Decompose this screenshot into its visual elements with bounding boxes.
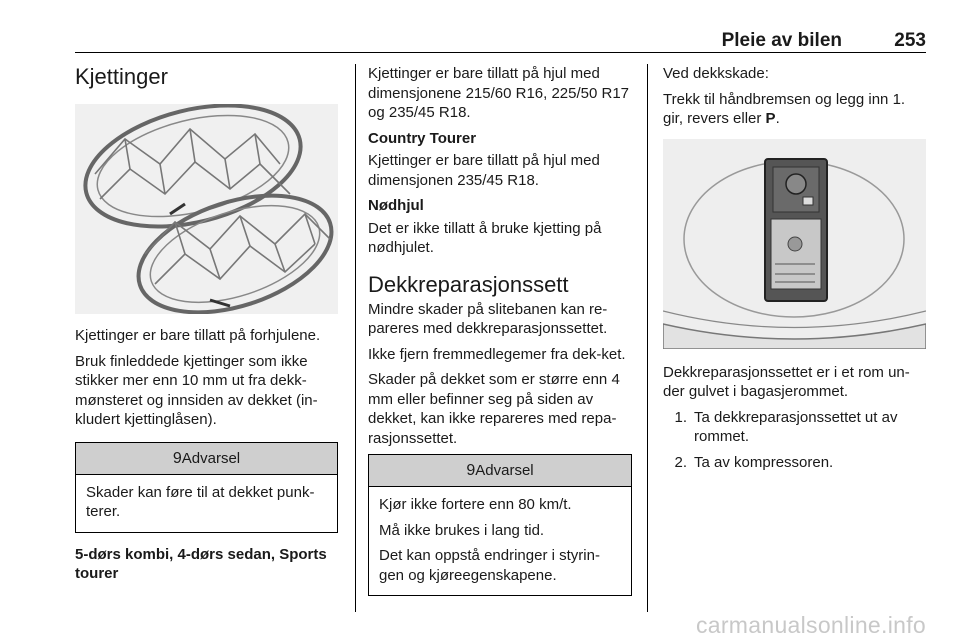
text: Trekk til håndbremsen og legg inn 1. gir, revers eller: [663, 90, 906, 127]
warning-box: [368, 454, 632, 596]
warning-title: Advarsel: [475, 462, 534, 479]
paragraph: Bruk finleddede kjettinger som ikke stikker mer enn 10 mm ut fra dekk-mønsteret og innsiden av dekket (in-kludert kjettinglåsen).: [75, 352, 318, 428]
header-rule: [75, 52, 926, 53]
list-item: [663, 408, 926, 447]
warning-icon: 9: [172, 449, 182, 467]
warning-text: Skader kan føre til at dekket punk-terer.: [86, 483, 315, 520]
watermark: carmanualsonline.info: [695, 612, 926, 638]
subheading-vehicle-variants: 5-dørs kombi, 4-dørs sedan, Sports tourer: [75, 545, 327, 582]
column-1: [75, 64, 338, 587]
paragraph: Kjettinger er bare tillatt på forhjulene.: [75, 327, 321, 344]
step-number: 1.: [674, 408, 687, 426]
chains-drawing: [75, 104, 338, 314]
warning-line: Kjør ikke fortere enn 80 km/t.: [379, 496, 572, 513]
warning-line: Må ikke brukes i lang tid.: [379, 521, 545, 539]
paragraph: Ved dekkskade:: [663, 65, 769, 82]
column-divider: [355, 64, 356, 612]
page-number: 253: [894, 30, 926, 51]
paragraph: Dekkreparasjonssettet er i et rom un-der gulvet i bagasjerommet.: [663, 363, 910, 400]
warning-line: Det kan oppstå endringer i styrin-gen og kjøreegenskapene.: [379, 547, 600, 584]
paragraph: [663, 90, 926, 129]
subheading-spare-wheel: Nødhjul: [368, 197, 424, 214]
warning-header: [76, 443, 337, 475]
section-heading-chains: Kjettinger: [75, 64, 168, 89]
tyre-repair-kit-in-floor-illustration: [663, 139, 926, 349]
warning-header: [369, 455, 631, 487]
column-2: [368, 64, 632, 596]
list-item: [663, 453, 926, 473]
warning-box: [75, 442, 338, 533]
warning-icon: 9: [466, 462, 476, 479]
gear-p: P: [765, 110, 776, 127]
warning-body: [369, 487, 631, 595]
column-divider: [647, 64, 648, 612]
warning-title: Advarsel: [181, 449, 241, 467]
section-heading-repair-kit: Dekkreparasjonssett: [368, 271, 569, 297]
warning-body: [76, 475, 337, 532]
paragraph: Kjettinger er bare tillatt på hjul med dimensjonen 235/45 R18.: [368, 152, 600, 189]
steps-list: [663, 408, 926, 473]
paragraph: Kjettinger er bare tillatt på hjul med dimensjonene 215/60 R16, 225/50 R17 og 235/45 R18.: [368, 65, 630, 121]
text: .: [775, 110, 780, 127]
repair-kit-drawing: [663, 139, 926, 349]
step-text: Ta dekkreparasjonssettet ut av rommet.: [694, 408, 898, 445]
step-number: 2.: [674, 453, 687, 471]
column-3: [663, 64, 926, 478]
paragraph: Skader på dekket som er større enn 4 mm eller befinner seg på siden av dekket, kan ikke repareres med repa-rasjonssettet.: [368, 371, 620, 447]
snow-chains-illustration: [75, 104, 338, 314]
step-text: Ta av kompressoren.: [694, 453, 834, 471]
subheading-country-tourer: Country Tourer: [368, 129, 477, 147]
running-header-title: Pleie av bilen: [721, 30, 842, 51]
paragraph: Det er ikke tillatt å bruke kjetting på nødhjulet.: [368, 219, 602, 256]
paragraph: Mindre skader på slitebanen kan re-pareres med dekkreparasjonssettet.: [368, 300, 608, 337]
paragraph: Ikke fjern fremmedlegemer fra dek-ket.: [368, 345, 626, 363]
